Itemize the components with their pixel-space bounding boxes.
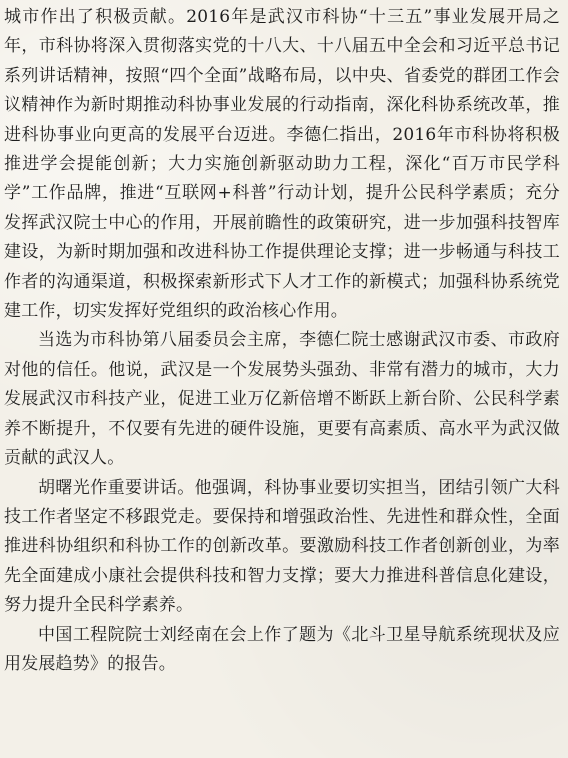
article-body (4, 3, 560, 679)
paragraph-4: 中国工程院院士刘经南在会上作了题为《北斗卫星导航系统现状及应用发展趋势》的报告。 (4, 624, 560, 674)
paragraph-3: 胡曙光作重要讲话。他强调，科协事业要切实担当，团结引领广大科技工作者坚定不移跟党走。要保持和增强政治性、先进性和群众性，全面推进科协组织和科协工作的创新改革。要激励科技工作者创新创业，为率先全面建成小康社会提供科技和智力支撑；要大力推进科普信息化建设，努力提升全民科学素养。 (4, 477, 560, 616)
paragraph-1: 城市作出了积极贡献。2016年是武汉市科协“十三五”事业发展开局之年，市科协将深入贯彻落实党的十八大、十八届五中全会和习近平总书记系列讲话精神，按照“四个全面”战略布局，以中央、省委党的群团工作会议精神作为新时期推动科协事业发展的行动指南，深化科协系统改革，推进科协事业向更高的发展平台迈进。李德仁指出，2016年市科协将积极推进学会提能创新；大力实施创新驱动助力工程，深化“百万市民学科学”工作品牌，推进“互联网+科普”行动计划，提升公民科学素质；充分发挥武汉院士中心的作用，开展前瞻性的政策研究，进一步加强科技智库建设，为新时期加强和改进科协工作提供理论支撑；进一步畅通与科技工作者的沟通渠道，积极探索新形式下人才工作的新模式；加强科协系统党建工作，切实发挥好党组织的政治核心作用。 (4, 7, 560, 322)
paragraph-2: 当选为市科协第八届委员会主席，李德仁院士感谢武汉市委、市政府对他的信任。他说，武汉是一个发展势头强劲、非常有潜力的城市，大力发展武汉市科技产业，促进工业万亿新倍增不断跃上新台阶、公民科学素养不断提升，不仅要有先进的硬件设施，更要有高素质、高水平为武汉做贡献的武汉人。 (4, 330, 560, 469)
